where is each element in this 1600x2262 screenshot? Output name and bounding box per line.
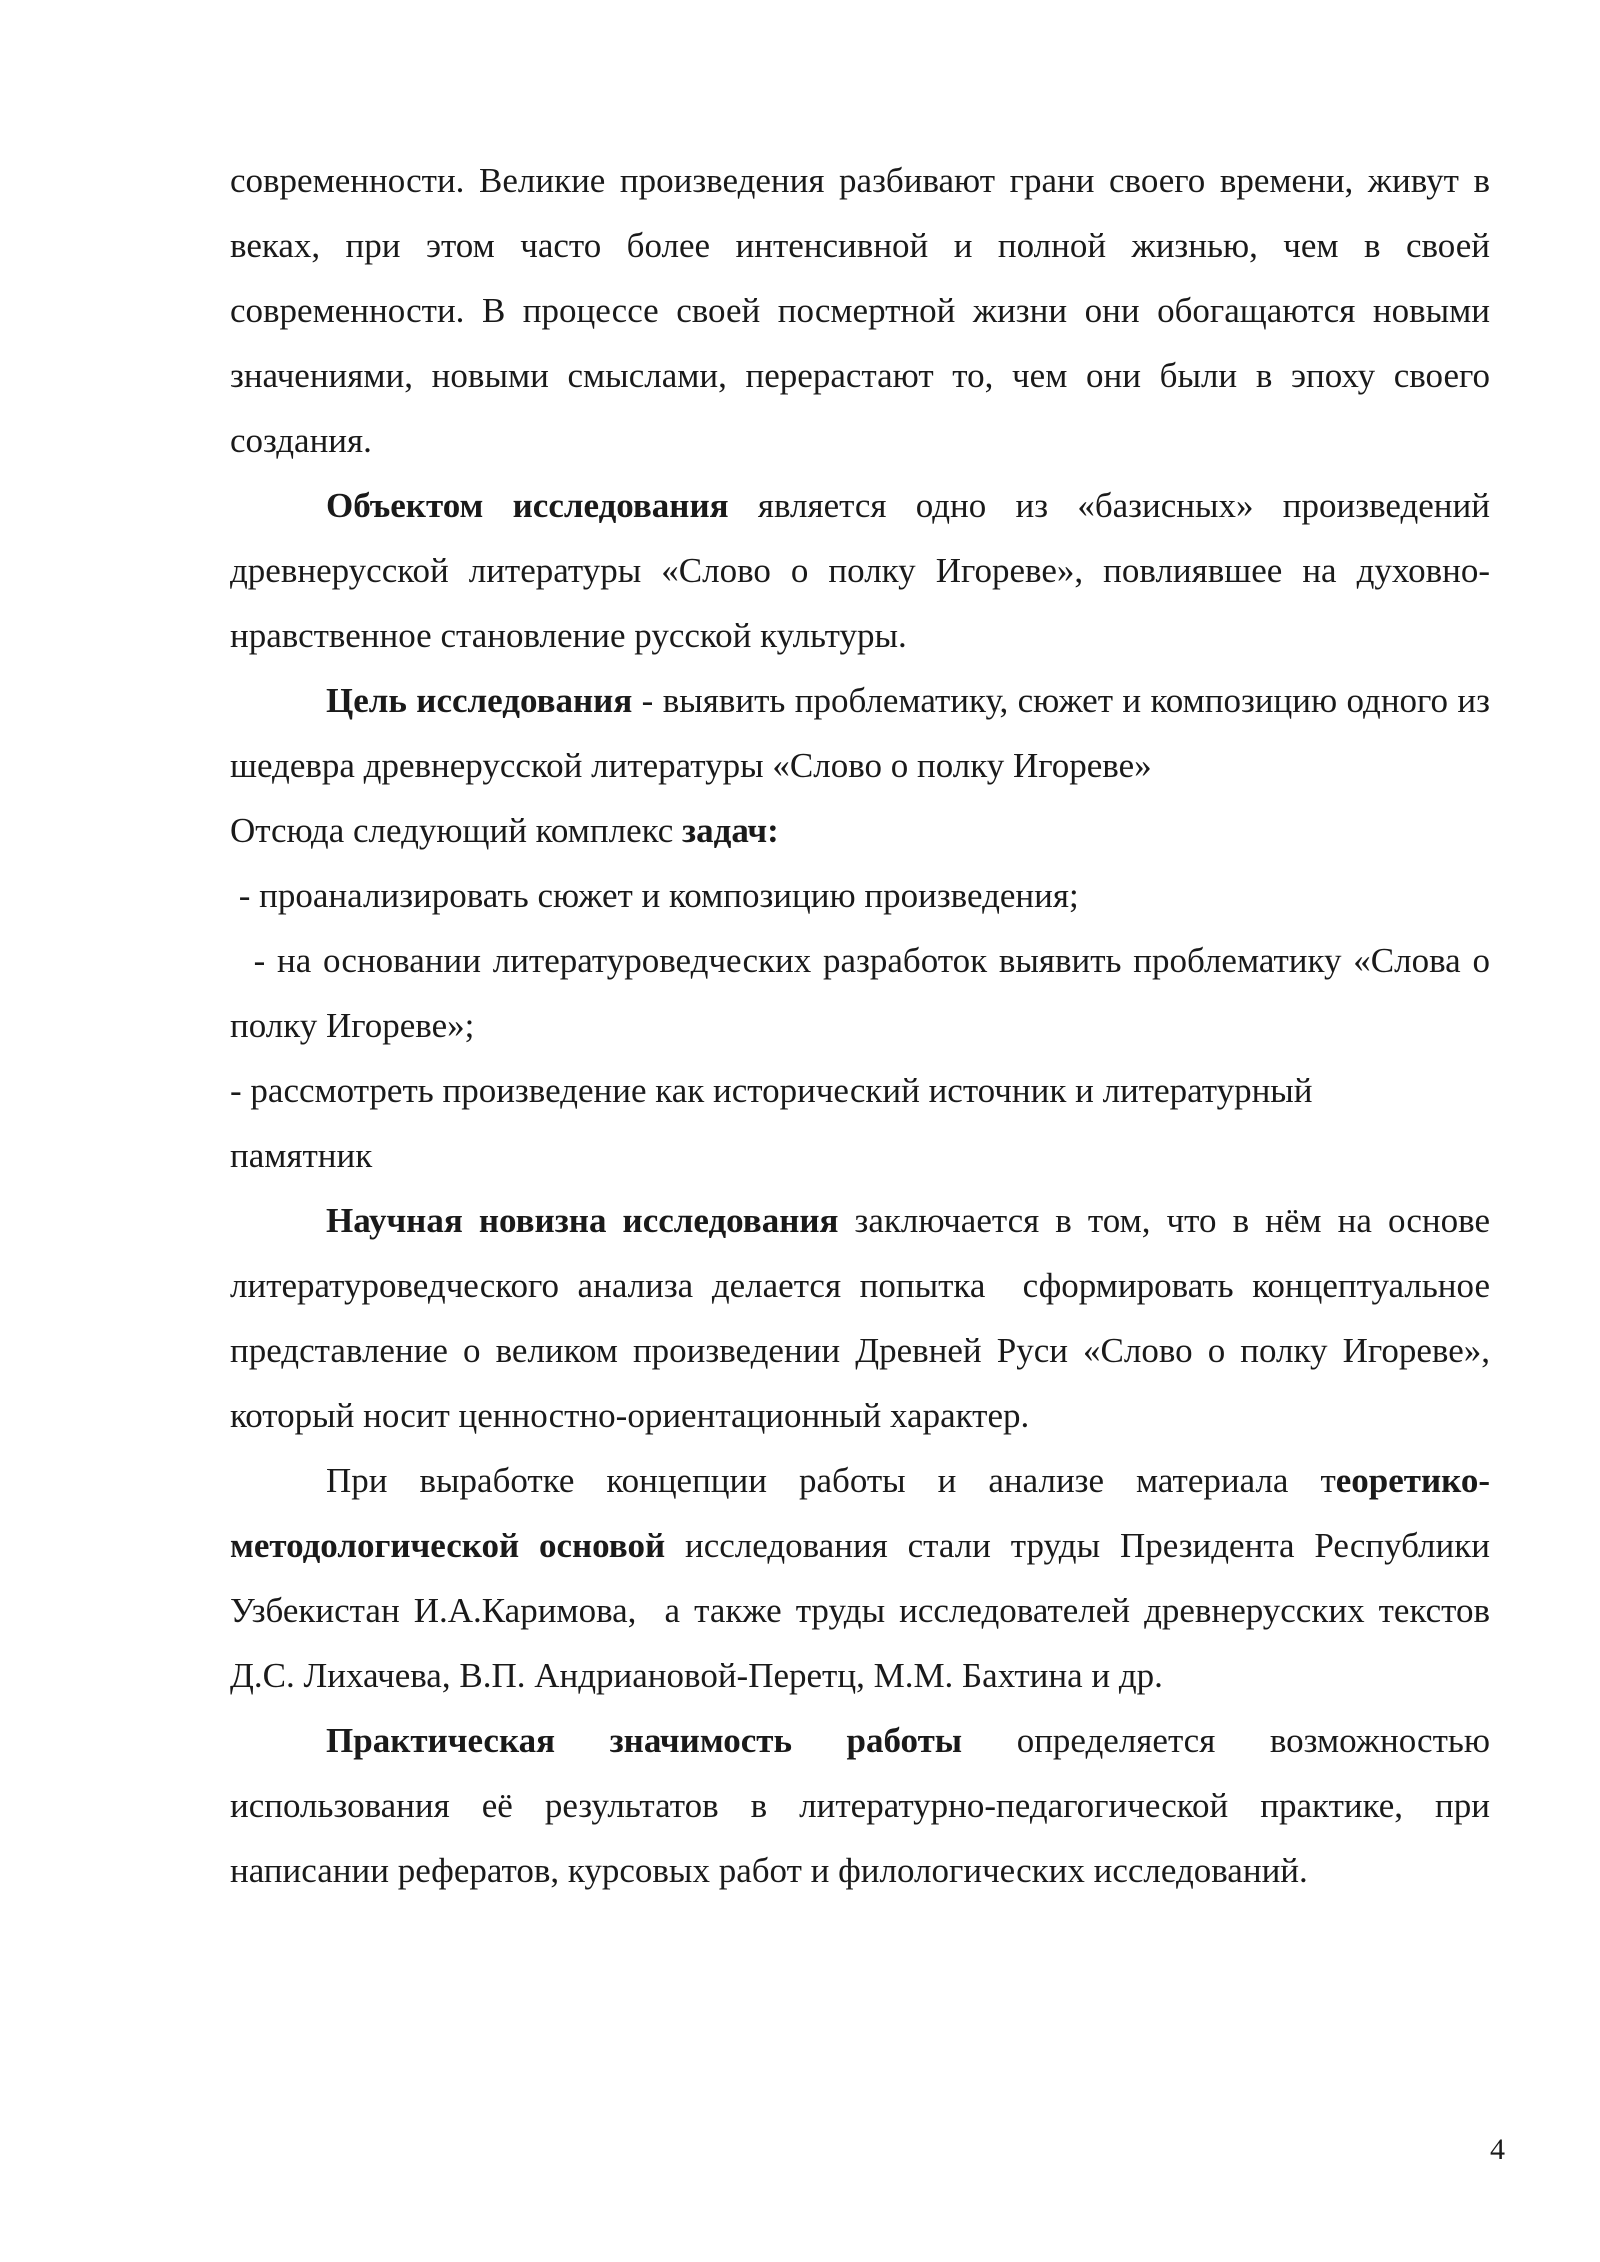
paragraph-tasks-intro-text: Отсюда следующий комплекс <box>230 811 683 850</box>
task-item-1 <box>230 863 1490 928</box>
paragraph-methodology-text-b: исследования стали труды Президента Республики Узбекистан И.А.Каримова, а также труды исследователей древнерусских текстов Д.С. Лихачева, В.П. Андриановой-Перетц, М.М. Бахтина и др. <box>230 1526 1499 1695</box>
document-body <box>230 148 1499 1903</box>
task-item-2-text: - на основании литературоведческих разработок выявить проблематику «Слова о полку Игореве»; <box>230 941 1499 1045</box>
task-item-3-text: - рассмотреть произведение как исторический источник и литературный памятник <box>230 1071 1313 1175</box>
paragraph-object-heading: Объектом исследования <box>326 486 729 525</box>
paragraph-object-text: является одно из «базисных» произведений древнерусской литературы «Слово о полку Игореве», повлиявшее на духовно-нравственное становление русской культуры. <box>230 486 1490 655</box>
paragraph-goal <box>230 668 1490 798</box>
paragraph-novelty-heading: Научная новизна исследования <box>326 1201 839 1240</box>
task-item-3 <box>230 1058 1410 1188</box>
paragraph-practical-text: определяется возможностью использования её результатов в литературно-педагогической практике, при написании рефератов, курсовых работ и филологических исследований. <box>230 1721 1490 1890</box>
paragraph-novelty <box>230 1188 1499 1448</box>
paragraph-goal-text: - выявить проблематику, сюжет и композицию одного из шедевра древнерусской литературы «Слово о полку Игореве» <box>230 681 1490 785</box>
paragraph-tasks-heading: задач: <box>682 811 779 850</box>
paragraph-intro-text: современности. Великие произведения разбивают грани своего времени, живут в веках, при этом часто более интенсивной и полной жизнью, чем в своей современности. В процессе своей посмертной жизни они обогащаются новыми значениями, новыми смыслами, перерастают то, чем они были в эпоху своего создания. <box>230 161 1490 460</box>
paragraph-practical-heading: Практическая значимость работы <box>326 1721 963 1760</box>
paragraph-novelty-text: заключается в том, что в нём на основе литературоведческого анализа делается попытка сформировать концептуальное представление о великом произведении Древней Руси «Слово о полку Игореве», который носит ценностно-ориентационный характер. <box>230 1201 1499 1435</box>
paragraph-methodology <box>230 1448 1499 1708</box>
page-number: 4 <box>1490 2133 1505 2166</box>
task-item-1-text: - проанализировать сюжет и композицию произведения; <box>230 876 1079 915</box>
paragraph-intro <box>230 148 1490 473</box>
task-item-2 <box>230 928 1499 1058</box>
paragraph-object <box>230 473 1490 668</box>
paragraph-practical <box>230 1708 1490 1903</box>
paragraph-methodology-text-a: При выработке концепции работы и анализе материала т <box>326 1461 1336 1500</box>
paragraph-goal-heading: Цель исследования <box>326 681 633 720</box>
paragraph-methodology-heading: еоретико-методологической основой <box>230 1461 1490 1565</box>
paragraph-tasks-intro <box>230 798 1490 863</box>
